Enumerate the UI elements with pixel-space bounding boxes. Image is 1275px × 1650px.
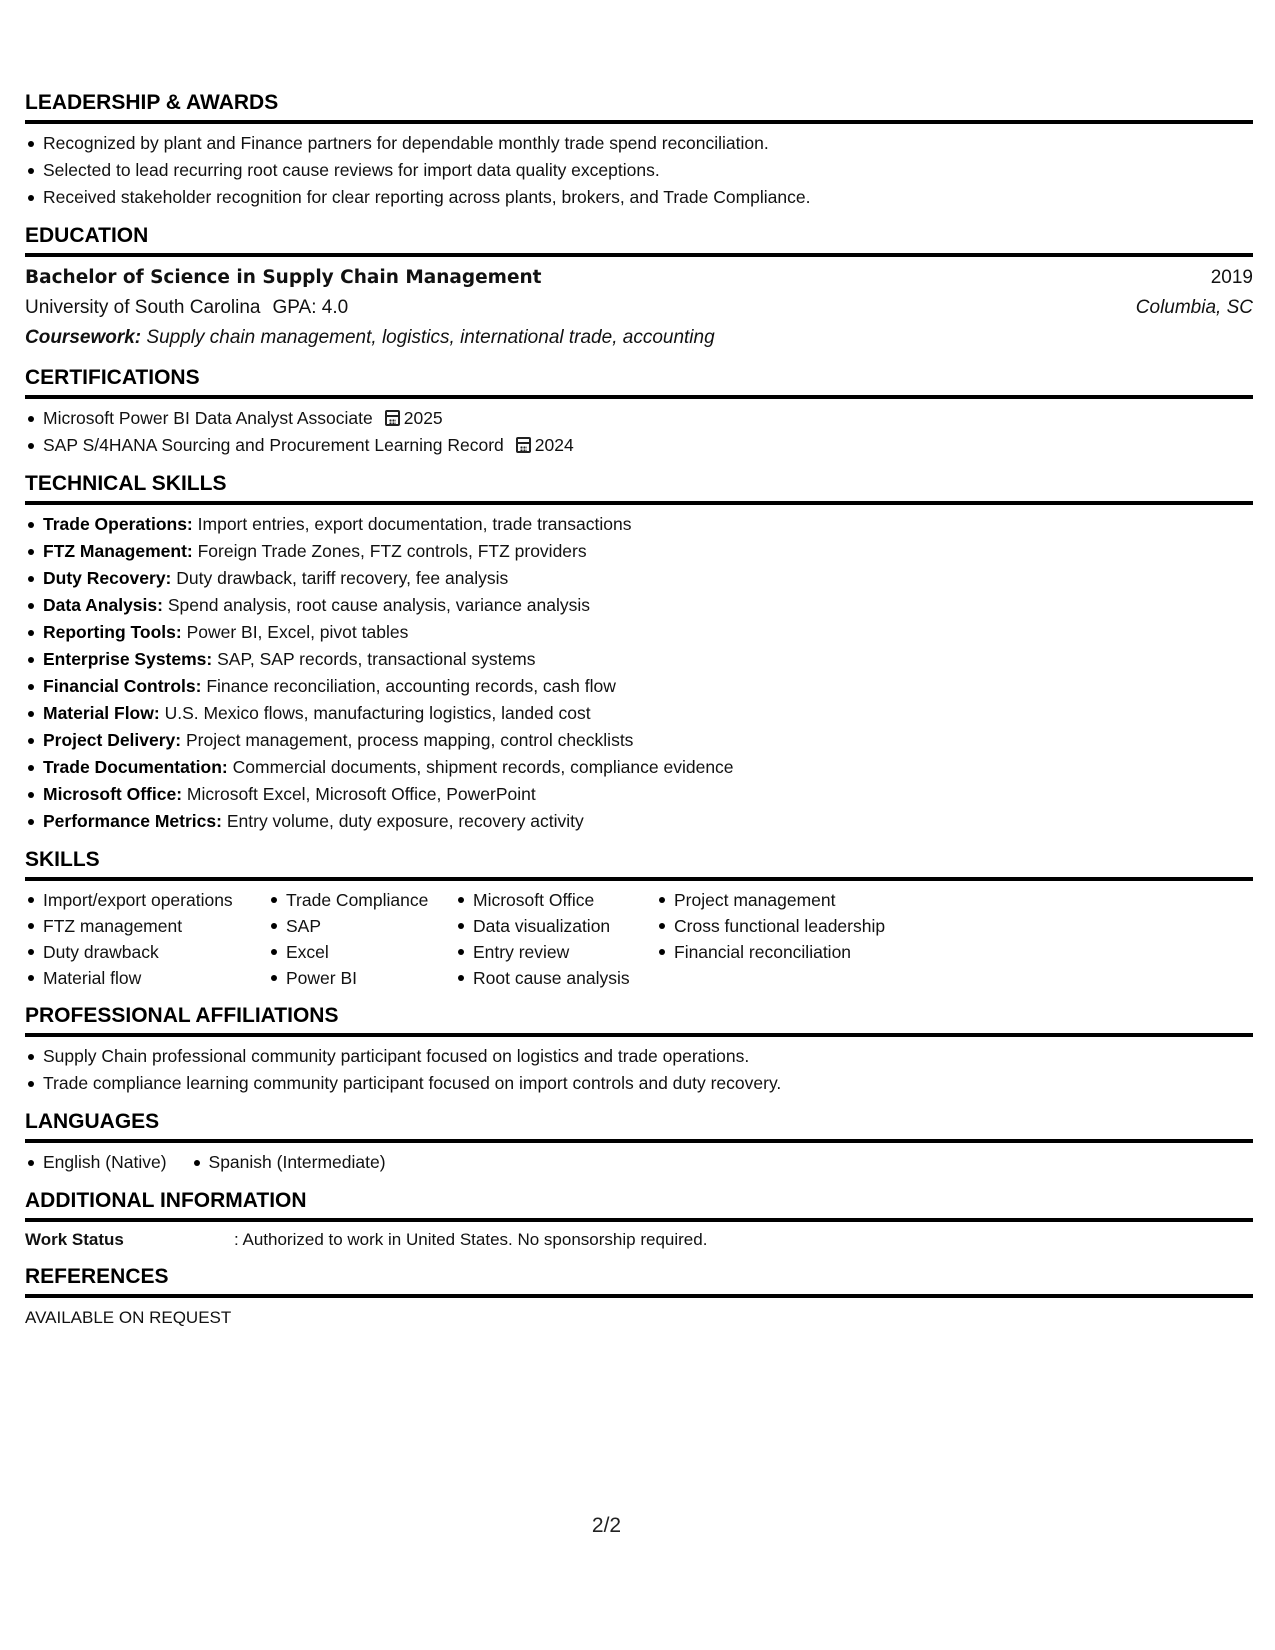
school-location: Columbia, SC [1135,297,1253,318]
list-item [25,700,1253,727]
section-affiliations [25,1003,1253,1097]
education-entry [25,263,1253,353]
section-title-skills: SKILLS [25,847,1253,881]
section-additional-info [25,1188,1253,1252]
list-item: Material flow [25,965,268,991]
list-item [25,808,1253,835]
skill-text: Foreign Trade Zones, FTZ controls, FTZ providers [197,541,587,561]
section-skills [25,847,1253,991]
list-item: Cross functional leadership [656,913,916,939]
skill-label: Material Flow: [43,703,160,723]
list-item [25,511,1253,538]
references-text: AVAILABLE ON REQUEST [25,1308,232,1327]
list-item [25,592,1253,619]
list-item: Received stakeholder recognition for clear reporting across plants, brokers, and Trade Compliance. [25,184,1253,211]
section-title-technical-skills: TECHNICAL SKILLS [25,471,1253,505]
skill-label: Trade Operations: [43,514,193,534]
list-item: Trade Compliance [268,887,455,913]
languages-list [25,1149,1253,1176]
certifications-list [25,405,1253,459]
gpa: GPA: 4.0 [272,297,349,318]
skill-label: Performance Metrics: [43,811,222,831]
list-item: English (Native) [25,1149,167,1176]
skills-column [25,887,268,991]
certification-year: 2025 [403,408,443,428]
skill-label: FTZ Management: [43,541,193,561]
section-technical-skills [25,471,1253,835]
skill-text: U.S. Mexico flows, manufacturing logistics, landed cost [164,703,591,723]
list-item: Selected to lead recurring root cause reviews for import data quality exceptions. [25,157,1253,184]
section-languages [25,1109,1253,1176]
section-title-languages: LANGUAGES [25,1109,1253,1143]
certification-name: SAP S/4HANA Sourcing and Procurement Learning Record [43,435,504,455]
skill-text: Power BI, Excel, pivot tables [186,622,409,642]
technical-skills-list [25,511,1253,835]
affiliations-list [25,1043,1253,1097]
leadership-list [25,130,1253,211]
list-item: Spanish (Intermediate) [191,1149,386,1176]
skills-column [455,887,656,991]
degree-title: Bachelor of Science in Supply Chain Management [25,267,542,288]
skill-text: Microsoft Excel, Microsoft Office, PowerPoint [186,784,536,804]
graduation-year: 2019 [1210,267,1253,288]
list-item [25,405,1253,432]
list-item: Excel [268,939,455,965]
list-item: Trade compliance learning community participant focused on import controls and duty recovery. [25,1070,1253,1097]
calendar-icon [516,437,531,453]
list-item: Financial reconciliation [656,939,916,965]
section-title-affiliations: PROFESSIONAL AFFILIATIONS [25,1003,1253,1037]
resume-page [25,90,1253,1342]
work-status-value: : Authorized to work in United States. No sponsorship required. [234,1230,708,1249]
list-item: Import/export operations [25,887,268,913]
skill-text: Commercial documents, shipment records, compliance evidence [232,757,734,777]
list-item: Project management [656,887,916,913]
skill-text: Finance reconciliation, accounting records, cash flow [206,676,616,696]
skill-label: Financial Controls: [43,676,202,696]
skills-grid [25,887,1253,991]
section-title-leadership: LEADERSHIP & AWARDS [25,90,1253,124]
list-item: Root cause analysis [455,965,656,991]
skill-text: Import entries, export documentation, trade transactions [197,514,632,534]
calendar-icon [385,410,400,426]
section-certifications [25,365,1253,459]
coursework-label: Coursework: [25,327,142,348]
list-item: SAP [268,913,455,939]
list-item: Duty drawback [25,939,268,965]
list-item: Supply Chain professional community participant focused on logistics and trade operations. [25,1043,1253,1070]
work-status-row [25,1228,1253,1252]
list-item [25,565,1253,592]
list-item: Recognized by plant and Finance partners for dependable monthly trade spend reconciliation. [25,130,1253,157]
skill-text: Project management, process mapping, control checklists [186,730,634,750]
section-title-certifications: CERTIFICATIONS [25,365,1253,399]
list-item [25,781,1253,808]
section-leadership [25,90,1253,211]
section-title-references: REFERENCES [25,1264,1253,1298]
list-item: FTZ management [25,913,268,939]
list-item: Data visualization [455,913,656,939]
skill-label: Trade Documentation: [43,757,228,777]
skill-label: Duty Recovery: [43,568,172,588]
list-item: Microsoft Office [455,887,656,913]
skill-label: Project Delivery: [43,730,182,750]
list-item [25,619,1253,646]
list-item [25,646,1253,673]
skill-label: Microsoft Office: [43,784,183,804]
list-item: Entry review [455,939,656,965]
skill-text: Spend analysis, root cause analysis, variance analysis [167,595,591,615]
section-title-education: EDUCATION [25,223,1253,257]
page-number: 2/2 [591,1514,622,1537]
list-item [25,754,1253,781]
skill-text: Entry volume, duty exposure, recovery activity [226,811,584,831]
section-references [25,1264,1253,1330]
section-title-additional-info: ADDITIONAL INFORMATION [25,1188,1253,1222]
skills-column [656,887,916,991]
school-name: University of South Carolina [25,297,261,318]
skill-text: Duty drawback, tariff recovery, fee analysis [176,568,509,588]
skill-label: Enterprise Systems: [43,649,213,669]
work-status-label: Work Status [25,1230,124,1249]
skills-column [268,887,455,991]
list-item [25,432,1253,459]
list-item: Power BI [268,965,455,991]
list-item [25,727,1253,754]
coursework-text: Supply chain management, logistics, international trade, accounting [146,327,715,348]
certification-year: 2024 [534,435,574,455]
skill-label: Data Analysis: [43,595,163,615]
list-item [25,673,1253,700]
section-education [25,223,1253,353]
certification-name: Microsoft Power BI Data Analyst Associate [43,408,373,428]
skill-label: Reporting Tools: [43,622,182,642]
skill-text: SAP, SAP records, transactional systems [217,649,536,669]
list-item [25,538,1253,565]
